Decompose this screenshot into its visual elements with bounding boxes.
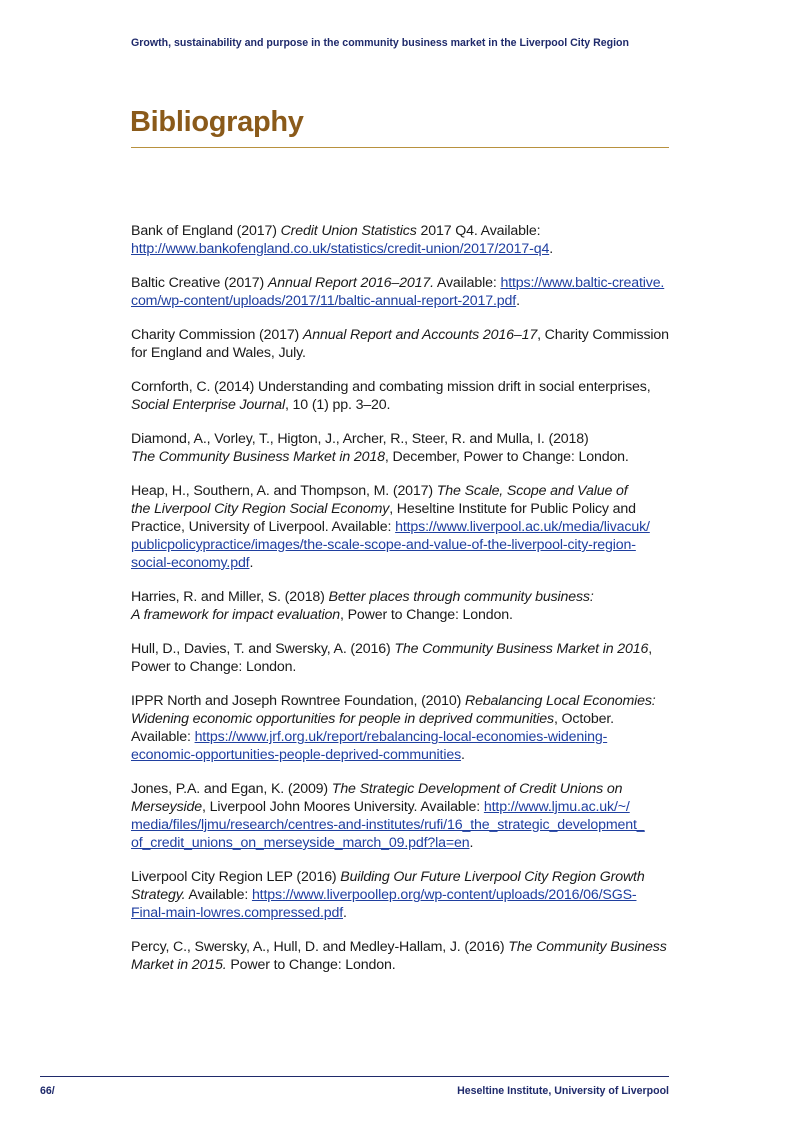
reference-text: Power to Change: London. xyxy=(226,957,396,973)
title-divider xyxy=(131,147,669,148)
entry-line xyxy=(131,746,676,764)
reference-title: Merseyside xyxy=(131,799,203,815)
reference-text: Diamond, A., Vorley, T., Higton, J., Archer, R., Steer, R. and Mulla, I. (2018) xyxy=(131,431,589,447)
reference-title: The Community Business Market in 2018 xyxy=(131,449,385,465)
bibliography-entry xyxy=(131,274,676,310)
reference-title: The Scale, Scope and Value of xyxy=(436,483,628,499)
entry-line xyxy=(131,692,676,710)
reference-text: , October. xyxy=(553,711,614,727)
entry-line xyxy=(131,536,676,554)
reference-title: Credit Union Statistics xyxy=(280,223,417,239)
reference-link[interactable]: https://www.jrf.org.uk/report/rebalancing-local-economies-widening- xyxy=(194,729,608,745)
bibliography-entry xyxy=(131,640,676,676)
entry-line xyxy=(131,956,676,974)
reference-text: Baltic Creative (2017) xyxy=(131,275,268,291)
entry-line xyxy=(131,274,676,292)
bibliography-entry xyxy=(131,588,676,624)
reference-title: Social Enterprise Journal xyxy=(131,397,285,413)
reference-link[interactable]: https://www.liverpool.ac.uk/media/livacuk/ xyxy=(395,519,650,535)
entry-line xyxy=(131,344,676,362)
reference-text: . xyxy=(516,293,520,309)
entry-line xyxy=(131,606,676,624)
bibliography-entry xyxy=(131,938,676,974)
bibliography-entry xyxy=(131,780,676,852)
reference-link[interactable]: publicpolicypractice/images/the-scale-scope-and-value-of-the-liverpool-city-region- xyxy=(131,537,636,553)
page-title: Bibliography xyxy=(130,106,304,138)
entry-line xyxy=(131,292,676,310)
bibliography-entry xyxy=(131,482,676,572)
entry-line xyxy=(131,886,676,904)
reference-text: . xyxy=(343,905,347,921)
reference-text: Heap, H., Southern, A. and Thompson, M. (2017) xyxy=(131,483,437,499)
reference-text: , Power to Change: London. xyxy=(340,607,513,623)
entry-line xyxy=(131,482,676,500)
reference-link[interactable]: economic-opportunities-people-deprived-communities xyxy=(131,747,462,763)
entry-line xyxy=(131,430,676,448)
reference-text: Available: xyxy=(433,275,501,291)
reference-text: Cornforth, C. (2014) Understanding and combating mission drift in social enterprises, xyxy=(131,379,651,395)
reference-text: Available: xyxy=(185,887,252,903)
reference-title: Better places through community business: xyxy=(328,589,594,605)
entry-line xyxy=(131,326,676,344)
reference-title: Market in 2015. xyxy=(131,957,227,973)
bibliography-entry xyxy=(131,430,676,466)
reference-link[interactable]: of_credit_unions_on_merseyside_march_09.pdf?la=en xyxy=(131,835,470,851)
reference-link[interactable]: http://www.bankofengland.co.uk/statistics/credit-union/2017/2017-q4 xyxy=(131,241,550,257)
reference-text: Practice, University of Liverpool. Available: xyxy=(131,519,396,535)
reference-text: . xyxy=(549,241,553,257)
entry-line xyxy=(131,588,676,606)
entry-line xyxy=(131,834,676,852)
reference-text: for England and Wales, July. xyxy=(131,345,306,361)
reference-text: Liverpool City Region LEP (2016) xyxy=(131,869,341,885)
reference-title: Annual Report 2016–2017. xyxy=(267,275,434,291)
reference-title: Widening economic opportunities for people in deprived communities xyxy=(131,711,554,727)
reference-title: Building Our Future Liverpool City Region Growth xyxy=(340,869,645,885)
reference-link[interactable]: com/wp-content/uploads/2017/11/baltic-annual-report-2017.pdf xyxy=(131,293,517,309)
entry-line xyxy=(131,780,676,798)
bibliography-entry xyxy=(131,222,676,258)
reference-text: Available: xyxy=(131,729,195,745)
bibliography-list xyxy=(131,222,676,990)
entry-line xyxy=(131,798,676,816)
entry-line xyxy=(131,816,676,834)
reference-link[interactable]: https://www.liverpoollep.org/wp-content/uploads/2016/06/SGS- xyxy=(251,887,637,903)
entry-line xyxy=(131,448,676,466)
reference-text: Harries, R. and Miller, S. (2018) xyxy=(131,589,329,605)
reference-text: , Charity Commission xyxy=(537,327,669,343)
entry-line xyxy=(131,938,676,956)
reference-text: Jones, P.A. and Egan, K. (2009) xyxy=(131,781,332,797)
entry-line xyxy=(131,868,676,886)
entry-line xyxy=(131,728,676,746)
reference-title: A framework for impact evaluation xyxy=(131,607,340,623)
reference-text: , 10 (1) pp. 3–20. xyxy=(284,397,391,413)
reference-link[interactable]: http://www.ljmu.ac.uk/~/ xyxy=(483,799,630,815)
footer-divider xyxy=(40,1076,669,1077)
entry-line xyxy=(131,500,676,518)
reference-text: . xyxy=(469,835,474,851)
entry-line xyxy=(131,710,676,728)
reference-link[interactable]: social-economy.pdf xyxy=(131,555,250,571)
entry-line xyxy=(131,396,676,414)
bibliography-entry xyxy=(131,692,676,764)
running-header: Growth, sustainability and purpose in the community business market in the Liverpool City Region xyxy=(131,37,629,49)
reference-text: 2017 Q4. Available: xyxy=(416,223,541,239)
reference-text: Bank of England (2017) xyxy=(131,223,281,239)
reference-text: , xyxy=(648,641,653,657)
reference-link[interactable]: media/files/ljmu/research/centres-and-institutes/rufi/16_the_strategic_development_ xyxy=(131,817,645,833)
reference-title: Strategy. xyxy=(131,887,186,903)
reference-text: , Heseltine Institute for Public Policy and xyxy=(389,501,636,517)
footer-institution: Heseltine Institute, University of Liverpool xyxy=(457,1085,669,1097)
entry-line xyxy=(131,378,676,396)
entry-line xyxy=(131,640,676,658)
entry-line xyxy=(131,554,676,572)
reference-text: Hull, D., Davies, T. and Swersky, A. (2016) xyxy=(131,641,395,657)
entry-line xyxy=(131,658,676,676)
reference-link[interactable]: Final-main-lowres.compressed.pdf xyxy=(131,905,344,921)
reference-title: the Liverpool City Region Social Economy xyxy=(131,501,390,517)
reference-title: The Strategic Development of Credit Unions on xyxy=(331,781,623,797)
reference-title: Annual Report and Accounts 2016–17 xyxy=(302,327,538,343)
reference-title: The Community Business xyxy=(508,939,667,955)
entry-line xyxy=(131,518,676,536)
reference-text: . xyxy=(249,555,254,571)
entry-line xyxy=(131,222,676,240)
entry-line xyxy=(131,240,676,258)
reference-text: . xyxy=(461,747,465,763)
reference-text: Power to Change: London. xyxy=(131,659,297,675)
page-number: 66/ xyxy=(40,1085,55,1097)
reference-text: , Liverpool John Moores University. Available: xyxy=(202,799,484,815)
reference-text: , December, Power to Change: London. xyxy=(384,449,629,465)
reference-text: Charity Commission (2017) xyxy=(131,327,303,343)
bibliography-entry xyxy=(131,326,676,362)
reference-link[interactable]: https://www.baltic-creative. xyxy=(500,275,665,291)
bibliography-entry xyxy=(131,378,676,414)
bibliography-entry xyxy=(131,868,676,922)
reference-text: Percy, C., Swersky, A., Hull, D. and Medley-Hallam, J. (2016) xyxy=(131,939,509,955)
reference-title: The Community Business Market in 2016 xyxy=(394,641,649,657)
reference-title: Rebalancing Local Economies: xyxy=(464,693,656,709)
reference-text: IPPR North and Joseph Rowntree Foundation, (2010) xyxy=(131,693,465,709)
entry-line xyxy=(131,904,676,922)
